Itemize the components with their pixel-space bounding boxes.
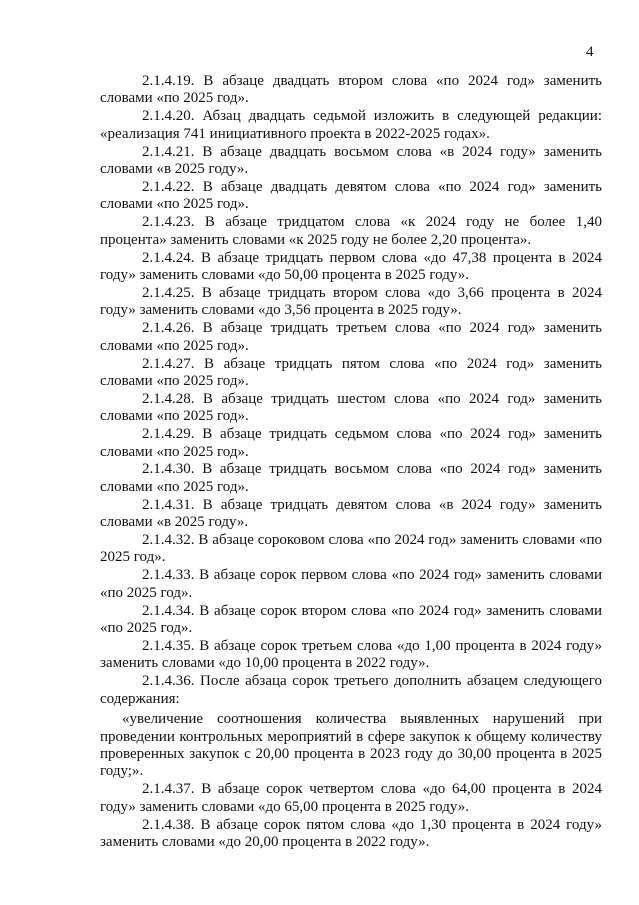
paragraph-2-1-4-33: 2.1.4.33. В абзаце сорок первом слова «по 2024 год» заменить словами «по 2025 год». [100,567,602,601]
paragraph-2-1-4-24: 2.1.4.24. В абзаце тридцать первом слова «до 47,38 процента в 2024 году» заменить словами «до 50,00 процента в 2025 году». [100,249,602,283]
paragraph-2-1-4-30: 2.1.4.30. В абзаце тридцать восьмом слова «по 2024 год» заменить словами «по 2025 год». [100,461,602,495]
paragraph-2-1-4-37: 2.1.4.37. В абзаце сорок четвертом слова «до 64,00 процента в 2024 году» заменить словами «до 65,00 процента в 2025 году». [100,781,602,815]
paragraph-2-1-4-36: 2.1.4.36. После абзаца сорок третьего дополнить абзацем следующего содержания: [100,673,602,707]
paragraph-2-1-4-20: 2.1.4.20. Абзац двадцать седьмой изложить в следующей редакции: «реализация 741 инициативного проекта в 2022-2025 годах». [100,108,602,142]
paragraph-2-1-4-35: 2.1.4.35. В абзаце сорок третьем слова «до 1,00 процента в 2024 году» заменить словами «до 10,00 процента в 2022 году». [100,638,602,672]
paragraph-2-1-4-34: 2.1.4.34. В абзаце сорок втором слова «по 2024 год» заменить словами «по 2025 год». [100,602,602,637]
paragraph-2-1-4-28: 2.1.4.28. В абзаце тридцать шестом слова «по 2024 год» заменить словами «по 2025 год». [100,390,602,425]
paragraph-2-1-4-38: 2.1.4.38. В абзаце сорок пятом слова «до 1,30 процента в 2024 году» заменить словами «до 20,00 процента в 2022 году». [100,816,602,850]
paragraph-2-1-4-26: 2.1.4.26. В абзаце тридцать третьем слова «по 2024 год» заменить словами «по 2025 год». [100,320,602,354]
paragraph-2-1-4-27: 2.1.4.27. В абзаце тридцать пятом слова «по 2024 год» заменить словами «по 2025 год». [100,355,602,389]
paragraph-2-1-4-23: 2.1.4.23. В абзаце тридцатом слова «к 2024 году не более 1,40 процента» заменить словами «к 2025 году не более 2,20 процента». [100,214,602,248]
document-body [100,73,602,851]
paragraph-2-1-4-21: 2.1.4.21. В абзаце двадцать восьмом слова «в 2024 году» заменить словами «в 2025 году». [100,143,602,178]
paragraph-2-1-4-32: 2.1.4.32. В абзаце сороковом слова «по 2024 год» заменить словами «по 2025 год». [100,532,602,566]
paragraph-2-1-4-31: 2.1.4.31. В абзаце тридцать девятом слова «в 2024 году» заменить словами «в 2025 году». [100,496,602,531]
page-number: 4 [586,44,594,60]
paragraph-2-1-4-19: 2.1.4.19. В абзаце двадцать втором слова «по 2024 год» заменить словами «по 2025 год». [100,73,602,107]
paragraph-2-1-4-22: 2.1.4.22. В абзаце двадцать девятом слова «по 2024 год» заменить словами «по 2025 год». [100,178,602,213]
paragraph-2-1-4-25: 2.1.4.25. В абзаце тридцать втором слова «до 3,66 процента в 2024 году» заменить словами «до 3,56 процента в 2025 году». [100,284,602,319]
quoted-new-paragraph: «увеличение соотношения количества выявленных нарушений при проведении контрольных мероприятий в сфере закупок к общему количеству проверенных закупок с 20,00 процента в 2023 году до 30,00 процента в 2025 году;». [100,711,602,780]
paragraph-2-1-4-29: 2.1.4.29. В абзаце тридцать седьмом слова «по 2024 год» заменить словами «по 2025 год». [100,426,602,460]
